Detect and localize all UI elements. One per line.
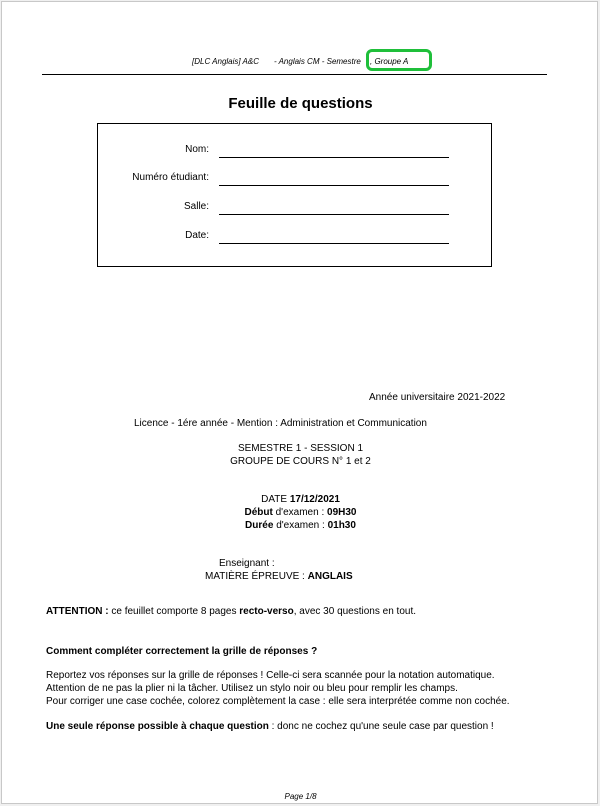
student-number-line[interactable]: [219, 185, 449, 186]
exam-start: Début d'examen : 09H30: [244, 507, 357, 518]
field-name: [98, 144, 493, 158]
attention-notice: ATTENTION : ce feuillet comporte 8 pages recto-verso, avec 30 questions en tout.: [46, 606, 417, 617]
instruction-line: Pour corriger une case cochée, colorez complètement la case : elle sera interprétée comme non cochée.: [46, 696, 510, 707]
exam-page: [1, 1, 598, 804]
group-highlight: [366, 49, 432, 71]
field-label: Numéro étudiant:: [132, 172, 209, 183]
instruction-line: Attention de ne pas la plier ni la tâcher. Utilisez un stylo noir ou bleu pour remplir les champs.: [46, 683, 458, 694]
header-course: [DLC Anglais] A&C: [192, 57, 259, 66]
room-line[interactable]: [219, 214, 449, 215]
header-divider: [42, 74, 547, 75]
date-line[interactable]: [219, 243, 449, 244]
instruction-line: Reportez vos réponses sur la grille de réponses ! Celle-ci sera scannée pour la notation automatique.: [46, 670, 495, 681]
academic-year: Année universitaire 2021-2022: [369, 392, 506, 403]
header-subject: - Anglais CM - Semestre: [274, 57, 361, 66]
page-title: Feuille de questions: [228, 95, 373, 112]
name-line[interactable]: [219, 157, 449, 158]
exam-subject: MATIÈRE ÉPREUVE : ANGLAIS: [205, 571, 353, 582]
semester: SEMESTRE 1 - SESSION 1: [237, 443, 364, 454]
exam-duration: Durée d'examen : 01h30: [245, 520, 356, 531]
field-room: [98, 201, 493, 215]
field-label: Salle:: [183, 201, 209, 212]
single-answer-notice: Une seule réponse possible à chaque question : donc ne cochez qu'une seule case par question !: [46, 721, 494, 732]
page-header: [2, 57, 599, 69]
page-number: Page 1/8: [284, 792, 317, 801]
field-label: Date:: [185, 230, 209, 241]
field-date: [98, 230, 493, 244]
student-info-box: [97, 123, 492, 267]
header-group: , Groupe A: [370, 57, 409, 66]
teacher-label: Enseignant :: [219, 558, 275, 569]
field-label: Nom:: [185, 144, 209, 155]
course-group: GROUPE DE COURS N° 1 et 2: [230, 456, 371, 467]
program: Licence - 1ére année - Mention : Administration et Communication: [134, 418, 427, 429]
howto-heading: Comment compléter correctement la grille de réponses ?: [46, 646, 318, 657]
field-student-number: [98, 172, 493, 186]
exam-date: DATE 17/12/2021: [261, 494, 340, 505]
